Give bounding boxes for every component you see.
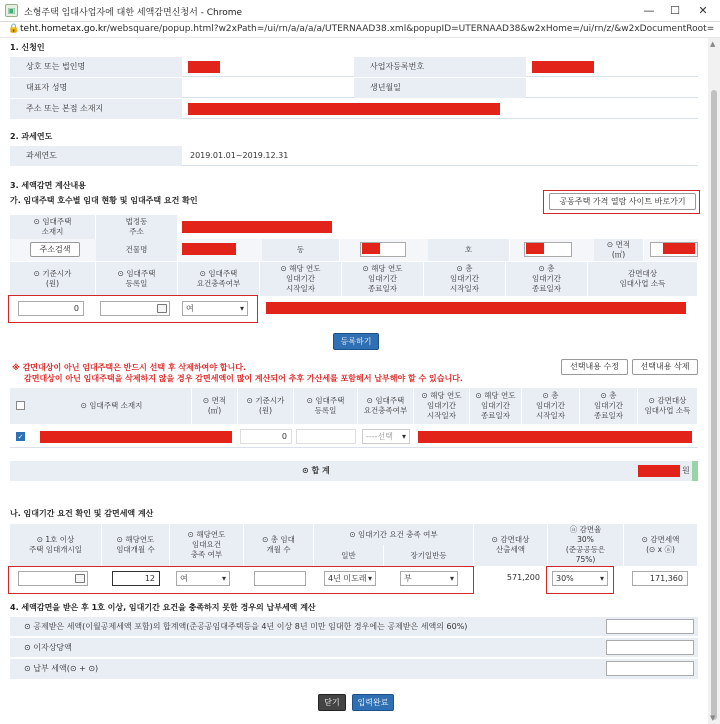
scrollbar-thumb[interactable] xyxy=(711,90,717,720)
requirement-select[interactable]: 여 ▾ xyxy=(182,301,248,316)
scroll-down-icon[interactable]: ▼ xyxy=(710,714,716,722)
birth-label: 생년월일 xyxy=(354,78,526,98)
hometax-favicon-icon: ▣ xyxy=(5,4,18,17)
calc-general-select[interactable]: 4년 미도래 ▾ xyxy=(324,571,376,586)
calc-header-computed-tax: ⊙ 감면대상 산출세액 xyxy=(474,524,548,566)
notice-line-2: 감면대상이 아닌 임대주택을 삭제하지 않을 경우 감면세액이 많이 계산되어 추후 가산세를 포함해서 납부해야 할 수 있습니다. xyxy=(24,374,463,383)
legal-dong-redacted xyxy=(182,221,332,233)
calc-header-row xyxy=(10,524,698,566)
form-dates-redacted xyxy=(266,302,686,314)
calendar-icon[interactable] xyxy=(157,304,167,313)
form-header-row xyxy=(10,262,698,296)
section4-row2-label: ⊙ 이자상당액 xyxy=(24,643,72,652)
grid-row[interactable] xyxy=(10,426,698,448)
vertical-scrollbar[interactable] xyxy=(708,38,720,724)
section4-row-3 xyxy=(10,659,698,679)
calc-long-term-select[interactable]: 부 ▾ xyxy=(400,571,458,586)
address-bar[interactable] xyxy=(0,22,720,38)
grid-header-total-end: ⊙ 총 임대기간 종료일자 xyxy=(580,388,638,424)
calc-header-period-req: ⊙ 임대기간 요건 충족 여부 xyxy=(314,524,474,545)
minimize-icon[interactable]: — xyxy=(643,4,655,17)
grid-header-register-date: ⊙ 임대주택 등록일 xyxy=(294,388,358,424)
ho-label: 호 xyxy=(428,239,510,261)
section4-row1-label: ⊙ 공제받은 세액(이월공제세액 포함)의 합계액(준공공임대주택등을 4년 이상 8년 미만 임대한 경우에는 공제받은 세액의 60%) xyxy=(24,622,468,631)
delete-selection-button[interactable]: 선택내용 삭제 xyxy=(632,359,698,375)
section4-row3-input[interactable] xyxy=(606,661,694,676)
grid-header-address: ⊙ 임대주택 소재지 xyxy=(32,388,192,424)
grid-header-row xyxy=(10,388,698,424)
section4-title: 4. 세액감면을 받은 후 1호 이상, 임대기간 요건을 충족하지 못한 경우의 납부세액 계산 xyxy=(10,603,316,612)
section3-title: 3. 세액감면 계산내용 xyxy=(10,181,86,190)
section3-subtitle-a: 가. 임대주택 호수별 임대 현황 및 임대주택 요건 확인 xyxy=(10,196,198,205)
section4-row3-label: ⊙ 납부 세액(⊙ + ⊙) xyxy=(24,664,99,673)
grid-header-year-end: ⊙ 해당 연도 임대기간 종료일자 xyxy=(470,388,522,424)
window-titlebar xyxy=(0,0,720,22)
grid-header-income: ⊙ 감면대상 임대사업 소득 xyxy=(638,388,698,424)
form-header-base-price: ⊙ 기준시가 (원) xyxy=(10,262,96,296)
modify-selection-button[interactable]: 선택내용 수정 xyxy=(561,359,628,375)
applicant-row-1 xyxy=(10,57,698,77)
calc-rate-select[interactable]: 30% ▾ xyxy=(552,571,608,586)
calc-header-general: 일반 xyxy=(314,545,384,566)
close-button[interactable]: 닫기 xyxy=(318,694,346,711)
period-row xyxy=(10,146,698,166)
section1-title: 1. 신청인 xyxy=(10,43,45,52)
calc-total-months-input[interactable] xyxy=(254,571,306,586)
building-label: 건물명 xyxy=(96,239,178,261)
bizno-label: 사업자등록번호 xyxy=(354,57,526,77)
scroll-up-icon[interactable]: ▲ xyxy=(710,40,716,48)
grid-register-date[interactable] xyxy=(296,429,356,444)
window-title: 소형주택 임대사업자에 대한 세액감면신청서 - Chrome xyxy=(24,8,243,18)
grid-header-requirement: ⊙ 임대주택 요건충족여부 xyxy=(358,388,414,424)
rep-label: 대표자 성명 xyxy=(10,78,182,98)
grid-header-total-start: ⊙ 총 임대기간 시작일자 xyxy=(522,388,580,424)
address-label: 주소 또는 본점 소재지 xyxy=(10,99,182,119)
price-site-link-button[interactable]: 공동주택 가격 열람 사이트 바로가기 xyxy=(549,193,696,210)
row-checkbox[interactable]: ✓ xyxy=(17,433,24,441)
calc-reduction-input[interactable]: 171,360 xyxy=(632,571,688,586)
dong-label: 동 xyxy=(262,239,340,261)
form-header-register-date: ⊙ 임대주택 등록일 xyxy=(96,262,178,296)
grid-values-redacted xyxy=(418,431,692,443)
notice-line-1: ※ 감면대상이 아닌 임대주택은 반드시 선택 후 삭제하여야 합니다. xyxy=(12,363,247,372)
calc-header-reduction: ⊙ 감면세액 (⊙ x ⓐ) xyxy=(624,524,698,566)
form-header-requirement: ⊙ 임대주택 요건충족여부 xyxy=(178,262,260,296)
grid-header-base-price: ⊙ 기준시가 (원) xyxy=(238,388,294,424)
rental-address-label: ⊙ 임대주택 소재지 xyxy=(10,215,96,239)
ho-redacted xyxy=(526,243,544,254)
form-header-total-start: ⊙ 총 임대기간 시작일자 xyxy=(424,262,506,296)
dong-redacted xyxy=(362,243,380,254)
section4-row-1 xyxy=(10,617,698,637)
maximize-icon[interactable]: ☐ xyxy=(670,4,680,17)
total-redacted xyxy=(638,465,680,477)
grid-base-price[interactable]: 0 xyxy=(240,429,292,444)
calc-months-input[interactable]: 12 xyxy=(112,571,160,586)
calc-header-requirement: ⊙ 해당연도 임대요건 충족 여부 xyxy=(170,524,244,566)
company-label: 상호 또는 법인명 xyxy=(10,57,182,77)
calc-header-rate: ⓐ 감면율 30% (준공공등은 75%) xyxy=(548,524,624,566)
company-redacted xyxy=(188,61,220,73)
lock-icon: 🔒 xyxy=(8,24,20,34)
total-row xyxy=(10,461,698,481)
close-icon[interactable]: ✕ xyxy=(698,4,708,17)
form-header-income: 감면대상 임대사업 소득 xyxy=(588,262,698,296)
area-redacted xyxy=(663,243,695,254)
grid-header-year-start: ⊙ 해당 연도 임대기간 시작일자 xyxy=(414,388,470,424)
area-label: ⊙ 면적 (㎡) xyxy=(594,239,644,261)
building-redacted xyxy=(182,243,236,255)
calc-header-start-date: ⊙ 1호 이상 주택 임대개시일 xyxy=(10,524,102,566)
section2-title: 2. 과세연도 xyxy=(10,132,53,141)
grid-scroll-indicator xyxy=(692,461,698,481)
select-all-checkbox[interactable] xyxy=(16,401,25,410)
applicant-row-2 xyxy=(10,78,698,98)
grid-requirement-select[interactable]: ----선택 ▾ xyxy=(362,429,410,444)
form-header-year-end: ⊙ 해당 연도 임대기간 종료일자 xyxy=(342,262,424,296)
complete-button[interactable]: 입력완료 xyxy=(352,694,394,711)
calc-requirement-select[interactable]: 여 ▾ xyxy=(176,571,230,586)
calc-calendar-icon[interactable] xyxy=(75,574,85,583)
calc-header-months: ⊙ 해당연도 임대개월 수 xyxy=(102,524,170,566)
form-header-year-start: ⊙ 해당 연도 임대기간 시작일자 xyxy=(260,262,342,296)
address-search-button[interactable]: 주소검색 xyxy=(30,242,80,257)
calc-header-total-months: ⊙ 총 임대 개월 수 xyxy=(244,524,314,566)
section4-row2-input[interactable] xyxy=(606,640,694,655)
url-text[interactable]: teht.hometax.go.kr/websquare/popup.html?w2xPath=/ui/rn/a/a/a/a/UTERNAAD38.xml&popupID=UTERNAAD38&w2xHome=/ui/rn/z/&w2xDocumentRoot= xyxy=(20,24,715,34)
total-label: ⊙ 합 계 xyxy=(302,466,330,475)
grid-address-redacted xyxy=(40,431,232,443)
calc-header-long-term: 장기일반등 xyxy=(384,545,474,566)
period-label: 과세연도 xyxy=(10,146,182,166)
period-value: 2019.01.01~2019.12.31 xyxy=(190,151,289,160)
legal-dong-label: 법정동 주소 xyxy=(96,215,178,239)
grid-header-area: ⊙ 면적 (㎡) xyxy=(192,388,238,424)
address-redacted xyxy=(188,103,500,115)
calc-computed-tax: 571,200 xyxy=(506,573,540,582)
form-header-total-end: ⊙ 총 임대기간 종료일자 xyxy=(506,262,588,296)
section4-row-2 xyxy=(10,638,698,658)
base-price-input[interactable]: 0 xyxy=(18,301,84,316)
total-unit: 원 xyxy=(682,466,690,475)
applicant-row-3 xyxy=(10,99,698,119)
register-button[interactable]: 등록하기 xyxy=(333,333,379,350)
bizno-redacted xyxy=(532,61,594,73)
section4-row1-input[interactable] xyxy=(606,619,694,634)
section3-subtitle-b: 나. 임대기간 요건 확인 및 감면세액 계산 xyxy=(10,509,154,518)
